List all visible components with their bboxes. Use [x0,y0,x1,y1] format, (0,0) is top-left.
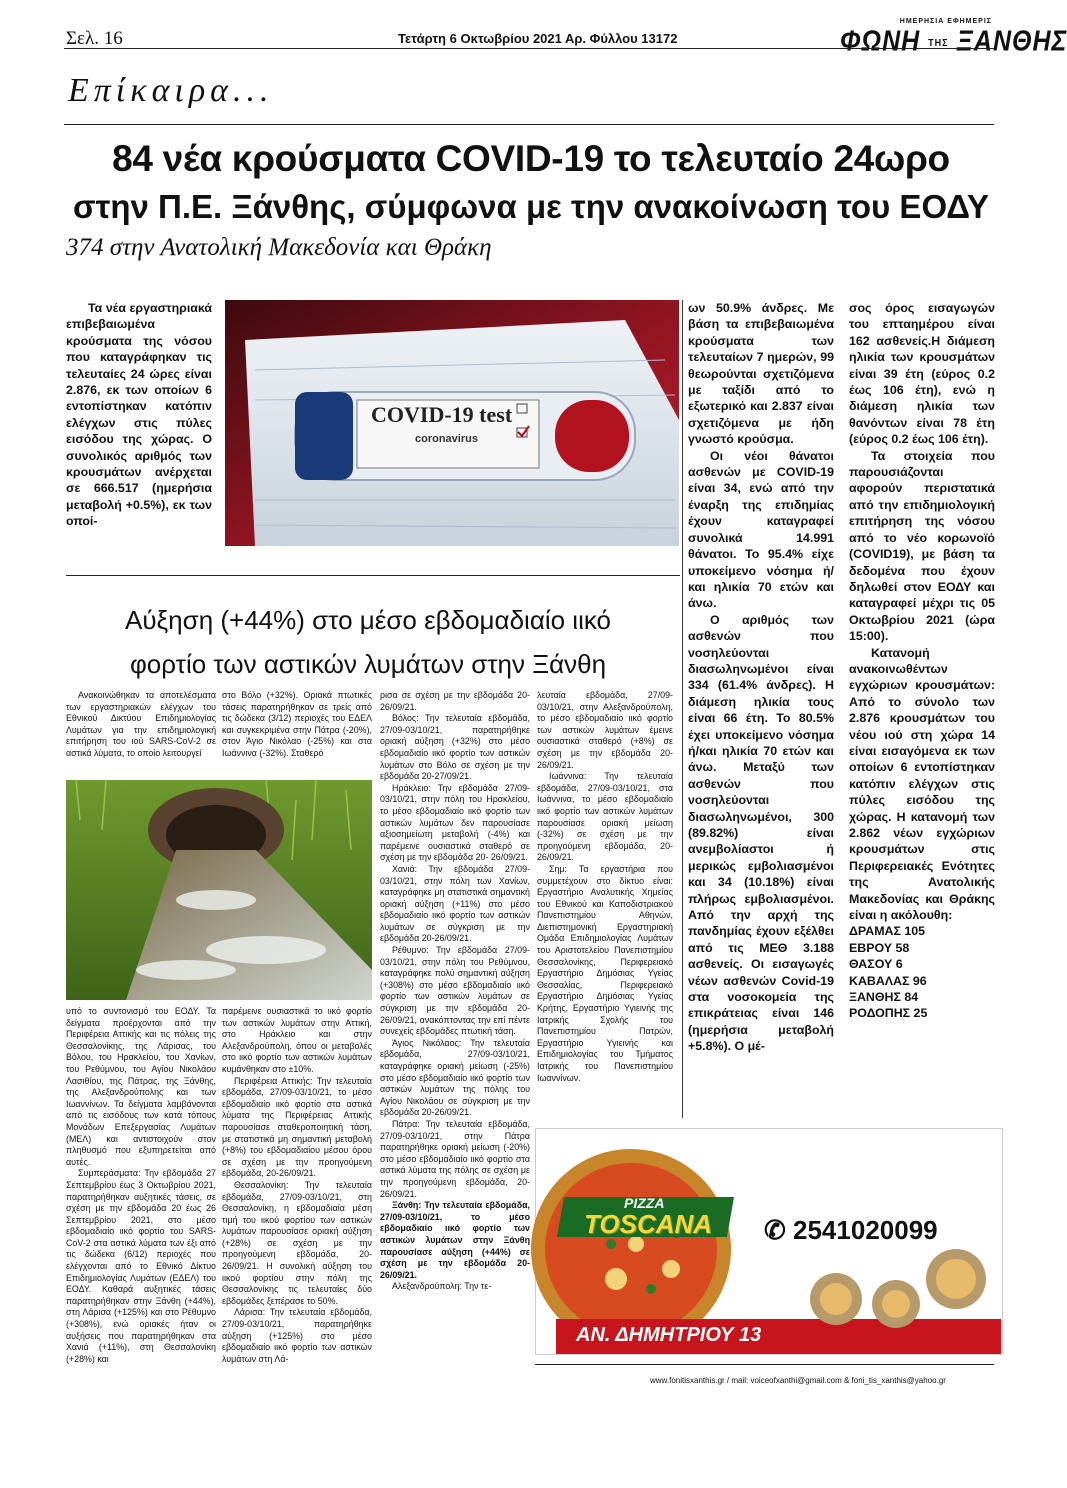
headline-main: 84 νέα κρούσματα COVID-19 το τελευταίο 24ωρο [112,138,950,179]
footer-rule [535,1364,994,1365]
ad-brand: TOSCANA [584,1209,713,1239]
article2-col1-top [66,690,216,774]
article2-c3-p5: Άγιος Νικόλαος: Την τελευταία εβδομάδα, 27/09-03/10/21, καταγράφηκε οριακή μείωση (-25%) στο μέσο εβδομαδιαίο ιικό φορτίο των αστικών λυμάτων της πόλης του Αγίου Νικολάου σε σύγκριση με την εβδομάδα 20-26/09/21. [380,1037,530,1118]
ad-phone [764,1215,938,1246]
page-number: Σελ. 16 [66,28,123,49]
article2-rule [66,575,680,576]
article1-col3-p3: Κατανομή ανακοινωθέντων εγχώριων κρουσμάτων: Από το σύνολο των 2.876 κρουσμάτων του νέου ιού στη χώρα 14 είναι εισαγόμενα εκ των οποίων 6 εντοπίστηκαν κατόπιν ελέγχων στις πύλες εισόδου της χώρας. Η κατανομή των 2.862 νέων εγχώριων κρουσμάτων στις Περιφερειακές Ενότητες της Ανατολικής Μακεδονίας και Θράκης είναι η ακόλουθη: [849,645,995,923]
article2-headline-line2: φορτίο των αστικών λυμάτων στην Ξάνθη [129,649,607,679]
region-item: ΕΒΡΟΥ 58 [849,940,910,955]
article2-c3-p7: Ξάνθη: Την τελευταία εβδομάδα, 27/09-03/10/21, το μέσο εβδομαδιαίο ιικό φορτίο των αστικών λυμάτων στην Ξάνθη παρουσίασε αύξηση (+44%) σε σχέση με την εβδομάδα 20-26/09/21. [380,1200,530,1280]
test-sublabel: coronavirus [415,433,478,445]
article2-column-2 [222,1006,372,1406]
article2-c3-p0: ρισα σε σχέση με την εβδομάδα 20-26/09/21. [380,690,530,712]
article1-col2-p2: Οι νέοι θάνατοι ασθενών με COVID-19 είναι 34, ενώ από την έναρξη της επιδημίας έχουν καταγραφεί συνολικά 14.991 θάνατοι. Το 95.4% είχε υποκείμενο νόσημα ή/και ηλικία 70 ετών και άνω. [688,448,834,611]
article2-c4-p2: Σημ: Τα εργαστήρια που συμμετέχουν στο δίκτυο είναι: Εργαστήριο Αναλυτικής Χημείας του Εθνικού και Καποδιστριακού Πανεπιστημίου Αθηνών, Διεπιστημονική Εργαστηριακή Ομάδα Επιδημιολογίας Λυμάτων του Αριστοτελείου Πανεπιστημίου Θεσσαλονίκης, Περιφερειακό Εργαστήριο Δημόσιας Υγείας Θεσσαλίας, Περιφερειακό Εργαστήριο Δημόσιας Υγείας Κρήτης, Εργαστήριο Υγιεινής της Ιατρικής Σχολής του Πανεπιστημίου Πατρών, Εργαστήριο Υγιεινής και Επιδημιολογίας του Τμήματος Ιατρικής του Πανεπιστημίου Ιωαννίνων. [537,863,673,1083]
article2-c1-p2: Συμπεράσματα: Την εβδομάδα 27 Σεπτεμβρίου έως 3 Οκτωβρίου 2021, παρατηρήθηκαν αυξητικές τάσεις, σε σχέση με την εβδομάδα 20 έως 26 Σεπτεμβρίου 2021, στο μέσο εβδομαδιαίο ιικό φορτίο του SARS-CoV-2 στα αστικά λύματα των έξι από τις δώδεκα (6/12) περιοχές που ελέγχονται από το Εθνικό Δίκτυο Επιδημιολογίας Λυμάτων (ΕΔΕΛ) του ΕΟΔΥ. Καθαρά αυξητικές τάσεις παρατηρήθηκαν στην Ξάνθη (+44%), στη Λάρισα (+125%) και στο Ρέθυμνο (+308%), ενώ οριακές ήταν οι αυξήσεις που παρατηρήθηκαν στα Χανιά (+11%), στη Θεσσαλονίκη (+28%) και [66,1168,216,1364]
covid-test-illustration [225,300,679,546]
article2-c4-p0: λευταία εβδομάδα, 27/09-03/10/21, στην Αλεξανδρούπολη, το μέσο εβδομαδιαίο ιικό φορτίο των αστικών λυμάτων έμεινε ουσιαστικά σταθερό (+8%) σε σχέση με την εβδομάδα 20-26/09/21. [537,690,673,770]
article2-c2-top: στο Βόλο (+32%). Οριακά πτωτικές τάσεις παρατηρήθηκαν σε τρείς από τις δώδεκα (3/12) περιοχές του ΕΔΕΛ και συγκεκριμένα στην Πάτρα (-20%), στον Άγιο Νικόλαο (-25%) και στα Ιωάννινα (-32%). Σταθερό [222,690,372,758]
logo-the: ΤΗΣ [928,36,949,49]
article2-c1-top: Ανακοινώθηκαν τα αποτελέσματα των εργαστηριακών ελέγχων του Εθνικού Δικτύου Επιδημιολογίας Λυμάτων για την επιδημιολογική επιτήρηση του ιού SARS-CoV-2 σε αστικά λύματα, το οποίο λειτουργεί [66,690,216,758]
headline-second: στην Π.Ε. Ξάνθης, σύμφωνα με την ανακοίνωση του ΕΟΔΥ [73,188,989,225]
article1-col2-p1: ων 50.9% άνδρες. Με βάση τα επιβεβαιωμένα κρούσματα των τελευταίων 7 ημερών, 99 θεωρούνται σχετιζόμενα με ταξίδι από το εξωτερικό και 2.837 είναι σχετιζόμενα με ήδη γνωστό κρούσμα. [688,301,834,447]
covid-test-photo [225,300,679,546]
column-rule [682,300,683,1118]
region-item: ΚΑΒΑΛΑΣ 96 [849,973,927,988]
region-item: ΡΟΔΟΠΗΣ 25 [849,1006,928,1021]
section-rule [64,124,994,125]
article2-c4-p1: Ιωάννινα: Την τελευταία εβδομάδα, 27/09-03/10/21, στα Ιωάννινα, το μέσο εβδομαδιαίο ιικό φορτίο των αστικών λυμάτων παρουσίασε οριακή μείωση (-32%) σε σχέση με την προηγούμενη εβδομάδα, 20-26/09/21. [537,771,673,863]
article2-c3-p6: Πάτρα: Την τελευταία εβδομάδα, 27/09-03/10/21, στην Πάτρα παρατηρήθηκε οριακή μείωση (-20%) στο μέσο εβδομαδιαίο ιικό φορτίο στα αστικά λύματα της πόλης σε σχέση με την προηγούμενη εβδομάδα, 20-26/09/21. [380,1118,530,1199]
test-label: COVID-19 test [371,402,513,427]
logo-subtitle: ΗΜΕΡΗΣΙΑ ΕΦΗΜΕΡΙΣ [899,18,992,25]
ad-address: ΑΝ. ΔΗΜΗΤΡΙΟΥ 13 [576,1324,762,1346]
phone-icon: ✆ [764,1215,794,1245]
article1-col2-p3: Ο αριθμός των ασθενών που νοσηλεύονται διασωληνωμένοι είναι 334 (61.4% άνδρες). Η διάμεση ηλικία τους είναι 66 έτη. Το 80.5% έχει υποκείμενο νόσημα ή/και ηλικία 70 ετών και άνω. Μεταξύ των ασθενών που νοσηλεύονται διασωληνωμένοι, 300 (89.82%) είναι ανεμβολίαστοι ή μερικώς εμβολιασμένοι και 34 (10.18%) είναι πλήρως εμβολιασμένοι. Από την αρχή της πανδημίας έχουν εξέλθει από τις ΜΕΘ 3.188 ασθενείς. Οι εισαγωγές νέων ασθενών Covid-19 στα νοσοκομεία της επικράτειας είναι 146 (ημερήσια μεταβολή +5.8%). Ο μέ- [688,612,834,1054]
article1-col3-p1: σος όρος εισαγωγών του επταημέρου είναι 162 ασθενείς.Η διάμεση ηλικία των κρουσμάτων είναι 39 έτη (εύρος 0.2 έως 106 έτη), ενώ η διάμεση ηλικία των θανόντων είναι 78 έτη (εύρος 0.2 έως 106 έτη). [849,301,995,447]
article1-col3-p2: Τα στοιχεία που παρουσιάζονται αφορούν περιστατικά από την επιδημιολογική επιτήρηση της νόσου από το νέο κορωνοϊό (COVID19), με βάση τα δεδομένα που έχουν δηλωθεί στον ΕΟΔΥ και καταγραφεί μέχρι τις 05 Οκτωβρίου 2021 (ώρα 15:00). [849,448,995,644]
issue-date: Τετάρτη 6 Οκτωβρίου 2021 Αρ. Φύλλου 13172 [398,31,678,46]
article2-c3-p2: Ηράκλειο: Την εβδομάδα 27/09-03/10/21, στην πόλη του Ηρακλείου, το μέσο εβδομαδιαίο ιικό φορτίο των αστικών λυμάτων δεν παρουσίασε αξιοσημείωτη μεταβολή (-4%) και παρέμεινε ουσιαστικά σταθερό σε σχέση με την εβδομάδα 20- 26/09/21. [380,782,530,863]
article1-col1-text: Τα νέα εργαστηριακά επιβεβαιωμένα κρούσματα της νόσου που καταγράφηκαν τις τελευταίες 24 ώρες είναι 2.876, εκ των οποίων 6 εντοπίστηκαν κατόπιν ελέγχων στις πύλες εισόδου της χώρας. Ο συνολικός αριθμός των κρουσμάτων ανέρχεται σε 666.517 (ημερήσια μεταβολή +0.5%), εκ των οποί- [66,301,212,529]
ad-phone-number: 2541020099 [793,1215,938,1245]
ad-brand-top: PIZZA [624,1195,665,1211]
sewage-illustration [66,780,372,1000]
article2-headline-line1: Αύξηση (+44%) στο μέσο εβδομαδιαίο ιικό [124,605,611,635]
article1-column-1 [66,300,212,550]
article1-column-2 [688,300,834,1100]
section-title: Επίκαιρα... [68,72,274,109]
article1-column-3 [849,300,995,1100]
logo-word-2: ΞΑΝΘΗΣ [956,25,1067,58]
region-list [849,923,995,1021]
region-item: ΔΡΑΜΑΣ 105 [849,924,926,939]
article2-c3-p4: Ρέθυμνο: Την εβδομάδα 27/09-03/10/21, στην πόλη του Ρεθύμνου, καταγράφηκε πολύ σημαντική αύξηση (+308%) στο μέσο εβδομαδιαίο ιικό φορτίο των αστικών λυμάτων σε σύγκριση με την εβδομάδα 20-26/09/21, ανακόπτοντας την επί πέντε συνεχείς εβδομάδες πτωτική τάση. [380,945,530,1037]
footer-contact: www.fonitisxanthis.gr / mail: voiceofxanthi@gmail.com & foni_tis_xanthis@yahoo.gr [650,1376,946,1385]
article2-column-4 [537,690,673,1120]
article2-c1-p1: υπό το συντονισμό του ΕΟΔΥ. Τα δείγματα προέρχονται από την Περιφέρεια Αττικής και τις πόλεις της Θεσσαλονίκης, της Λάρισας, του Βόλου, του Ηρακλείου, του Χανίων, του Ρεθύμνου, του Αγίου Νικολάου Λασιθίου, της Πάτρας, της Ξάνθης, της Αλεξανδρούπολης και των Ιωαννίνων. Τα δείγματα λαμβάνονται από τις εισόδους των κατά τόπους Μονάδων Επεξεργασίας Λυμάτων (ΜΕΛ) και αντιστοιχούν στον πληθυσμό που εξυπηρετείται από αυτές. [66,1006,216,1167]
sewage-pipe-photo [66,780,372,1000]
pizza-advertisement [535,1128,1003,1355]
article2-c2-p4: Λάρισα: Την τελευταία εβδομάδα, 27/09-03/10/21, παρατηρήθηκε αύξηση (+125%) στο μέσο εβδομαδιαίο ιικό φορτίο των αστικών λυμάτων στη Λά- [222,1307,372,1364]
logo-word-1: ΦΩΝΗ [840,25,921,58]
article2-c3-p8: Αλεξανδρούπολη: Την τε- [392,1281,492,1292]
article2-c2-p1: παρέμεινε ουσιαστικά το ιικό φορτίο των αστικών λυμάτων στην Αττική, στο Ηράκλειο και στην Αλεξανδρούπολη, όπου οι μεταβολές στο ιικό φορτίο των αστικών λυμάτων κυμάνθηκαν στο ±10%. [222,1006,372,1074]
article2-c3-p3: Χανιά: Την εβδομάδα 27/09-03/10/21, στην πόλη των Χανίων, καταγράφηκε μη στατιστικά σημαντική οριακή αύξηση (+11%) στο μέσο εβδομαδιαίο ιικό φορτίο των αστικών λυμάτων σε σύγκριση με την εβδομάδα 20-26/09/21. [380,863,530,944]
region-item: ΞΑΝΘΗΣ 84 [849,990,919,1005]
article2-col2-top [222,690,372,774]
header-rule [64,48,994,49]
article2-c3-p1: Βόλος: Την τελευταία εβδομάδα, 27/09-03/10/21, παρατηρήθηκε οριακή αύξηση (+32%) στο μέσο εβδομαδιαίο ιικό φορτίο των αστικών λυμάτων στο Βόλο σε σχέση με την εβδομάδα 20-27/09/21. [380,713,530,782]
headline-subtitle: 374 στην Ανατολική Μακεδονία και Θράκη [66,234,492,261]
article2-headline [66,598,670,686]
article2-column-1 [66,1006,216,1406]
article2-c2-p3: Θεσσαλονίκη: Την τελευταία εβδομάδα, 27/09-03/10/21, στη Θεσσαλονίκη, η εβδομαδιαία μέση τιμή του ιικού φορτίου των αστικών λυμάτων παρουσίασε οριακή αύξηση (+28%) σε σχέση με την προηγούμενη εβδομάδα, 20-26/09/21. Η συνολική αύξηση του ιικού φορτίου στην πόλη της Θεσσαλονίκης τις τελευταίες δύο εβδομάδες ξεπέρασε το 50%. [222,1179,372,1306]
article2-c2-p2: Περιφέρεια Αττικής: Την τελευταία εβδομάδα, 27/09-03/10/21, το μέσο εβδομαδιαίο ιικό φορτίο στα αστικά λύματα της Περιφέρειας Αττικής παρουσίασε σταθεροποιητική τάση, με στατιστικά μη σημαντική μεταβολή (+8%) του εβδομαδιαίου μέσου όρου σε σχέση με την προηγούμενη εβδομάδα, 20-26/09/21. [222,1075,372,1179]
article2-column-3 [380,690,530,1406]
region-item: ΘΑΣΟΥ 6 [849,957,903,972]
newspaper-logo [840,18,1067,68]
